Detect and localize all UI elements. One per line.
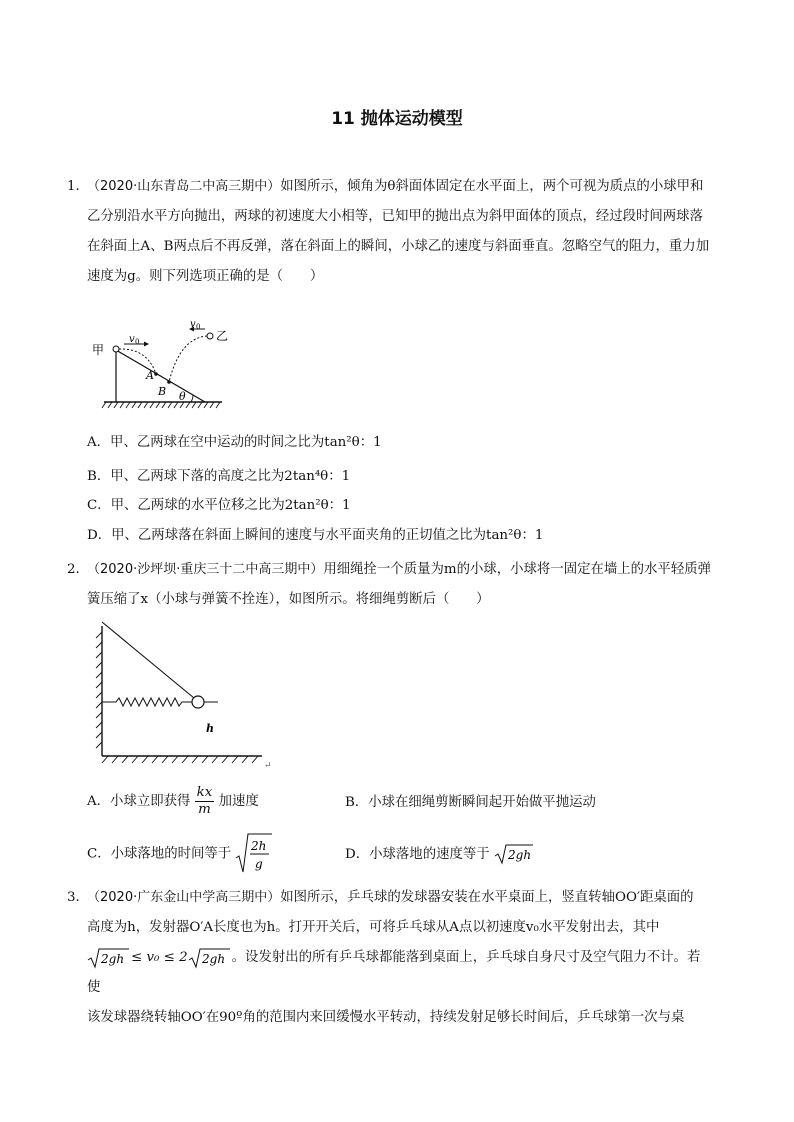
question-number: 3． — [67, 890, 89, 905]
label-v0-jia: v — [129, 334, 135, 345]
q1-option-c: C．甲、乙两球的水平位移之比为2tan²θ：1 — [87, 498, 351, 513]
q1-option-a: A．甲、乙两球在空中运动的时间之比为tan²θ：1 — [87, 435, 382, 450]
q2-option-c: C．小球落地的时间等于 2h g — [87, 832, 273, 876]
svg-text:↵: ↵ — [264, 761, 272, 771]
question-3: 3． （2020·广东金山中学高三期中）如图所示，乒乓球的发球器安装在水平桌面上，竖直转轴OO′距桌面的 高度为h，发射器O′A长度也为h。打开开关后，可将乒乓球从A点以初速度v₀水平发射出去，其中 2gh ≤ v₀ ≤ 2 2gh 。设发射出的所有乒乓球都能落到桌面上，乒乓球自身尺寸及空气阻力不计。若使 该发球器绕转轴OO′在90º角的范围内来回缓慢水平转动，持续发射足够长时间后，乒乓球第一次与桌 — [87, 883, 712, 1033]
sqrt-2gh — [494, 843, 534, 866]
question-number: 2． — [67, 562, 89, 577]
label-theta: θ — [179, 390, 186, 403]
q2-option-d: D．小球落地的速度等于 2gh — [345, 843, 534, 866]
sqrt-2h-g — [235, 832, 273, 876]
label-A: A — [146, 369, 154, 382]
svg-text:2gh: 2gh — [507, 848, 531, 862]
label-v0-jia-sub: 0 — [135, 338, 140, 346]
svg-text:2h: 2h — [251, 839, 267, 853]
label-jia: 甲 — [92, 343, 105, 357]
q1-option-d: D．甲、乙两球落在斜面上瞬间的速度与水平面夹角的正切值之比为tan²θ：1 — [87, 528, 544, 543]
question-source: （2020·山东青岛二中高三期中） — [87, 179, 281, 194]
question-2 — [67, 555, 712, 615]
figure-spring — [94, 618, 272, 771]
label-B: B — [158, 385, 167, 398]
fraction-kx-m: $\frac{kx}{m}$ — [196, 785, 213, 817]
inequality: 2gh ≤ v₀ ≤ 2 2gh — [87, 943, 232, 973]
label-v0-yi: v — [190, 319, 196, 330]
question-text: 如图所示，倾角为θ斜面体固定在水平面上，两个可视为质点的小球甲和乙分别沿水平方向抛出，两球的初速度大小相等，已知甲的抛出点为斜甲面体的顶点，经过段时间两球落在斜面上A、B两点后不再反弹，落在斜面上的瞬间，小球乙的速度与斜面垂直。忽略空气的阻力，重力加速度为g。则下列选项正确的是（ ） — [87, 179, 710, 284]
label-yi: 乙 — [216, 329, 229, 343]
question-source: （2020·沙坪坝·重庆三十二中高三期中） — [87, 562, 324, 577]
label-v0-yi-sub: 0 — [196, 323, 201, 331]
q1-option-b: B．甲、乙两球下落的高度之比为2tan⁴θ：1 — [87, 469, 351, 484]
question-number: 1． — [67, 179, 89, 194]
svg-text:2gh: 2gh — [101, 951, 125, 966]
question-text: 用细绳拴一个质量为m的小球，小球将一固定在墙上的水平轻质弹簧压缩了x（小球与弹簧不拴连），如图所示。将细绳剪断后（ ） — [87, 562, 711, 607]
page-title: 11 抛体运动模型 — [331, 109, 463, 129]
svg-text:g: g — [255, 857, 264, 871]
label-h: h — [206, 722, 214, 735]
q2-option-a: A．小球立即获得 $\frac{kx}{m}$ 加速度 — [87, 785, 259, 817]
question-source: （2020·广东金山中学高三期中） — [87, 890, 281, 905]
figure-incline — [92, 312, 242, 412]
svg-text:2gh: 2gh — [201, 951, 225, 966]
q2-option-b: B．小球在细绳剪断瞬间起开始做平抛运动 — [345, 795, 596, 810]
question-1 — [67, 172, 712, 292]
